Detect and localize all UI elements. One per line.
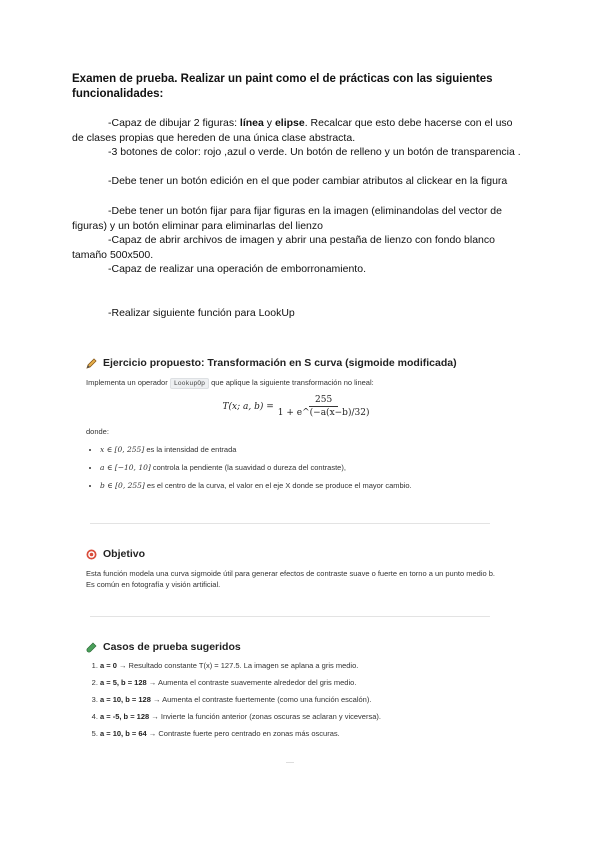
pencil-icon bbox=[86, 358, 97, 369]
test-tube-icon bbox=[86, 642, 97, 653]
test-cases-heading: Casos de prueba sugeridos bbox=[86, 641, 506, 653]
requirement-figures: -Capaz de dibujar 2 figuras: línea y elipse. Recalcar que esto debe hacerse con el uso de clases propias que hereden de una única clase abstracta. bbox=[72, 117, 513, 144]
list-item: 5. a = 10, b = 64 → Contraste fuerte pero centrado en zonas más oscuras. bbox=[100, 725, 506, 742]
divider bbox=[90, 523, 490, 524]
list-item: 3. a = 10, b = 128 → Aumenta el contraste fuertemente (como una función escalón). bbox=[100, 691, 506, 708]
exam-title: Examen de prueba. Realizar un paint como el de prácticas con las siguientes funcionalidades: bbox=[72, 73, 493, 100]
test-cases-list bbox=[86, 657, 506, 742]
parameter-list bbox=[86, 441, 506, 495]
test-cases-section bbox=[86, 641, 506, 742]
list-item: 1. a = 0 → Resultado constante T(x) = 127.5. La imagen se aplana a gris medio. bbox=[100, 657, 506, 674]
divider bbox=[286, 762, 294, 763]
exercise-heading: Ejercicio propuesto: Transformación en S curva (sigmoide modificada) bbox=[86, 357, 506, 369]
objective-heading: Objetivo bbox=[86, 548, 506, 560]
list-item: 2. a = 5, b = 128 → Aumenta el contraste suavemente alrededor del gris medio. bbox=[100, 674, 506, 691]
list-item: • x ∈ [0, 255] es la intensidad de entrada bbox=[100, 441, 506, 459]
requirement-open-image: -Capaz de abrir archivos de imagen y abrir una pestaña de lienzo con fondo blanco tamaño 500x500. bbox=[72, 234, 495, 261]
objective-section bbox=[86, 548, 506, 590]
donde-label: donde: bbox=[86, 427, 109, 436]
sigmoid-formula: T(x; a, b) = $\frac{255}{1 + e\^{}(-a(x-b)/32)}$ bbox=[222, 395, 370, 418]
list-item: 4. a = -5, b = 128 → Invierte la función anterior (zonas oscuras se aclaran y viceversa). bbox=[100, 708, 506, 725]
exercise-section bbox=[86, 357, 506, 495]
requirement-edit: -Debe tener un botón edición en el que poder cambiar atributos al clickear en la figura bbox=[108, 175, 508, 187]
requirement-blur: -Capaz de realizar una operación de emborronamiento. bbox=[108, 263, 366, 275]
divider bbox=[90, 616, 490, 617]
requirement-colors: -3 botones de color: rojo ,azul o verde. Un botón de relleno y un botón de transparencia . bbox=[108, 146, 521, 158]
list-item: • b ∈ [0, 255] es el centro de la curva, el valor en el eje X donde se produce el mayor cambio. bbox=[100, 477, 506, 495]
requirement-lookup: -Realizar siguiente función para LookUp bbox=[108, 307, 295, 319]
exercise-intro: Implementa un operador LookupOp que aplique la siguiente transformación no lineal: bbox=[86, 378, 374, 387]
objective-text: Esta función modela una curva sigmoide útil para generar efectos de contraste suave o fuerte en torno a un punto medio b. Es común en fotografía y visión artificial. bbox=[86, 569, 496, 589]
requirement-fix-delete: -Debe tener un botón fijar para fijar figuras en la imagen (eliminandolas del vector de figuras) y un botón eliminar para eliminarlas del lienzo bbox=[72, 205, 502, 232]
target-icon bbox=[86, 549, 97, 560]
list-item: • a ∈ [−10, 10] controla la pendiente (la suavidad o dureza del contraste), bbox=[100, 459, 506, 477]
lookupop-code: LookupOp bbox=[170, 378, 209, 389]
